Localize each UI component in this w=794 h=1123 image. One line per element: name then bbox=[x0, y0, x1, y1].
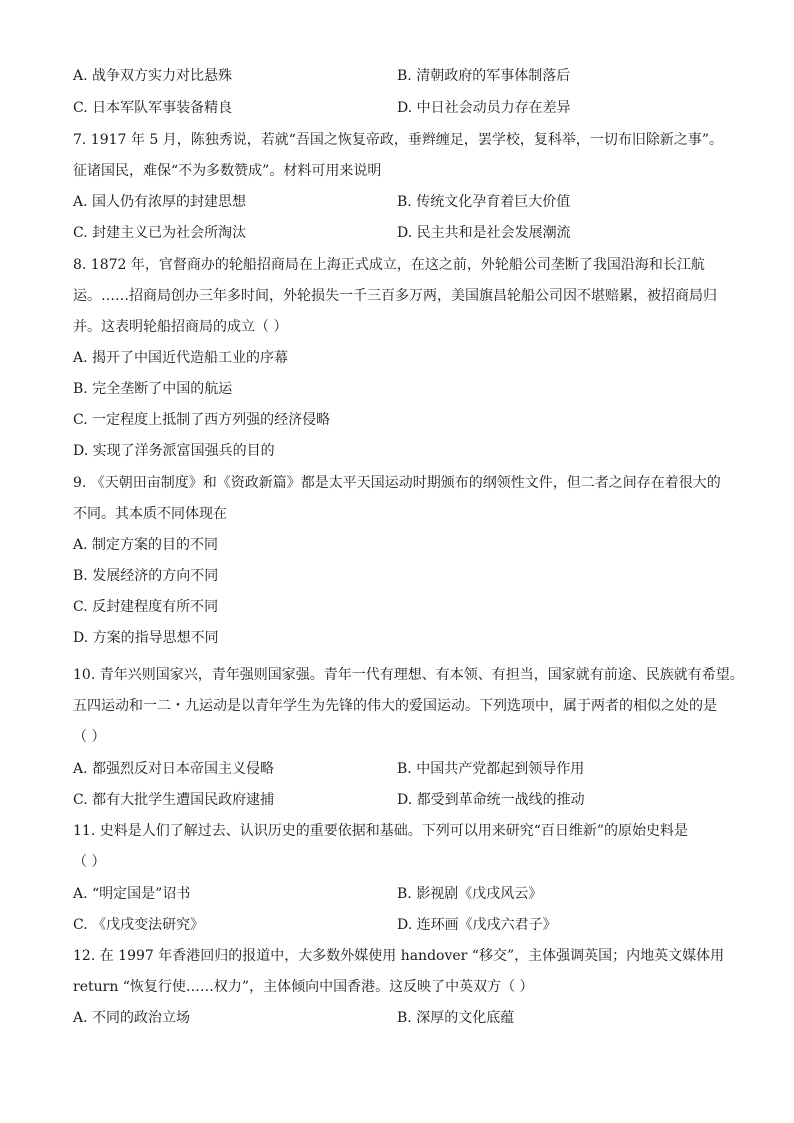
q10-option-a: A. 都强烈反对日本帝国主义侵略 bbox=[73, 761, 275, 777]
q9-option-c: C. 反封建程度有所不同 bbox=[73, 599, 219, 615]
q9-stem-line-2: 不同。其本质不同体现在 bbox=[73, 506, 227, 522]
q10-option-d: D. 都受到革命统一战线的推动 bbox=[397, 792, 585, 808]
q8-option-b: B. 完全垄断了中国的航运 bbox=[73, 381, 233, 397]
q7-option-c: C. 封建主义已为社会所淘汰 bbox=[73, 225, 247, 241]
q12-stem-line-1: 12. 在 1997 年香港回归的报道中，大多数外媒使用 handover “移交”，主体强调英国；内地英文媒体用 bbox=[73, 948, 725, 964]
q9-option-b: B. 发展经济的方向不同 bbox=[73, 568, 219, 584]
q7-option-d: D. 民主共和是社会发展潮流 bbox=[397, 225, 571, 241]
q8-option-d: D. 实现了洋务派富国强兵的目的 bbox=[73, 443, 275, 459]
q9-option-d: D. 方案的指导思想不同 bbox=[73, 630, 219, 646]
q11-stem-line-2: （ ） bbox=[73, 854, 106, 870]
q7-option-a: A. 国人仍有浓厚的封建思想 bbox=[73, 194, 247, 210]
q12-stem-line-2: return “恢复行使……权力”，主体倾向中国香港。这反映了中英双方（ ） bbox=[73, 979, 534, 995]
q7-stem-line-1: 7. 1917 年 5 月，陈独秀说，若就“吾国之恢复帝政，垂辫缠足，罢学校，复科举，一切布旧除新之事”。 bbox=[73, 132, 724, 148]
q12-option-b: B. 深厚的文化底蕴 bbox=[397, 1010, 515, 1026]
q11-option-c: C. 《戊戌变法研究》 bbox=[73, 917, 205, 933]
q11-stem-line-1: 11. 史料是人们了解过去、认识历史的重要依据和基础。下列可以用来研究“百日维新”的原始史料是 bbox=[73, 823, 689, 839]
q6-option-d: D. 中日社会动员力存在差异 bbox=[397, 100, 571, 116]
q7-stem-line-2: 征诸国民，难保“不为多数赞成”。材料可用来说明 bbox=[73, 163, 382, 179]
q8-option-a: A. 揭开了中国近代造船工业的序幕 bbox=[73, 350, 289, 366]
q11-option-d: D. 连环画《戊戌六君子》 bbox=[397, 917, 557, 933]
q6-option-a: A. 战争双方实力对比悬殊 bbox=[73, 68, 233, 84]
q8-stem-line-3: 并。这表明轮船招商局的成立（ ） bbox=[73, 319, 288, 335]
q8-option-c: C. 一定程度上抵制了西方列强的经济侵略 bbox=[73, 412, 331, 428]
q11-option-a: A. “明定国是”诏书 bbox=[73, 886, 191, 902]
q9-stem-line-1: 9. 《天朝田亩制度》和《资政新篇》都是太平天国运动时期颁布的纲领性文件，但二者之间存在着很大的 bbox=[73, 475, 721, 491]
q11-option-b: B. 影视剧《戊戌风云》 bbox=[397, 886, 543, 902]
q6-option-c: C. 日本军队军事装备精良 bbox=[73, 100, 233, 116]
q10-option-b: B. 中国共产党都起到领导作用 bbox=[397, 761, 585, 777]
q10-stem-line-3: （ ） bbox=[73, 729, 106, 745]
q10-option-c: C. 都有大批学生遭国民政府逮捕 bbox=[73, 792, 275, 808]
q10-stem-line-2: 五四运动和一二・九运动是以青年学生为先锋的伟大的爱国运动。下列选项中，属于两者的相似之处的是 bbox=[73, 698, 717, 714]
q8-stem-line-1: 8. 1872 年，官督商办的轮船招商局在上海正式成立，在这之前，外轮船公司垄断了我国沿海和长江航 bbox=[73, 257, 705, 273]
q12-option-a: A. 不同的政治立场 bbox=[73, 1010, 191, 1026]
q8-stem-line-2: 运。……招商局创办三年多时间，外轮损失一千三百多万两，美国旗昌轮船公司因不堪赔累，被招商局归 bbox=[73, 288, 717, 304]
q7-option-b: B. 传统文化孕育着巨大价值 bbox=[397, 194, 571, 210]
q10-stem-line-1: 10. 青年兴则国家兴，青年强则国家强。青年一代有理想、有本领、有担当，国家就有前途、民族就有希望。 bbox=[73, 667, 744, 683]
q9-option-a: A. 制定方案的目的不同 bbox=[73, 537, 219, 553]
q6-option-b: B. 清朝政府的军事体制落后 bbox=[397, 68, 571, 84]
